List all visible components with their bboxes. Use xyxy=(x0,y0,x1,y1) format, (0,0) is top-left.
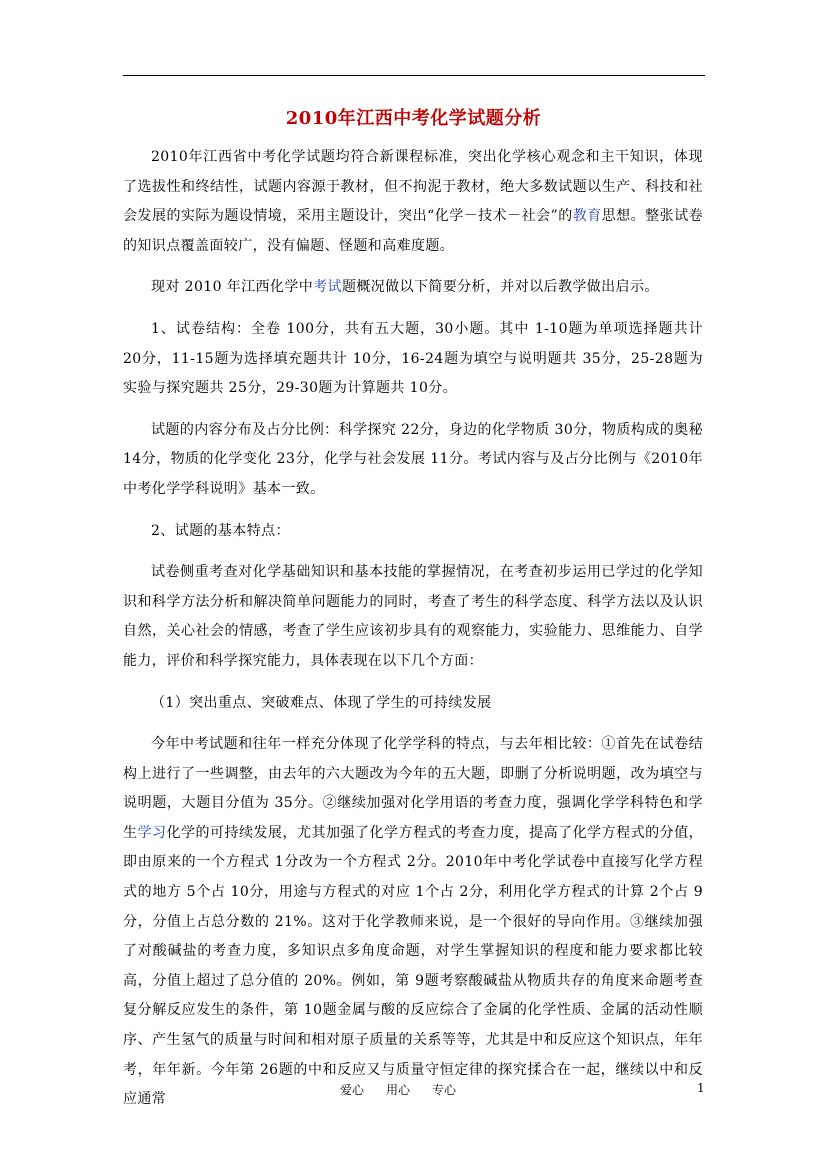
paragraph-distribution xyxy=(123,416,703,505)
paragraph-text: 试卷侧重考查对化学基础知识和基本技能的掌握情况，在考查初步运用已学过的化学知识和科学方法分析和解决简单问题能力的同时，考查了考生的科学态度、科学方法以及认识自然，关心社会的情感，考查了学生应该初步具有的观察能力，实验能力、思维能力、自学能力，评价和科学探究能力，具体表现在以下几个方面： xyxy=(123,564,703,669)
paragraph-text: 现对 2010 年江西化学中 xyxy=(151,279,314,296)
header-rule xyxy=(123,75,705,76)
paragraph-features-heading xyxy=(123,517,703,547)
motto-word: 用心 xyxy=(386,1083,411,1097)
motto-word: 专心 xyxy=(432,1083,457,1097)
inline-link[interactable]: 考试 xyxy=(313,279,342,296)
inline-link[interactable]: 学习 xyxy=(137,824,167,841)
paragraph-point1-heading xyxy=(123,689,703,719)
paragraph-text: 化学的可持续发展，尤其加强了化学方程式的考查力度，提高了化学方程式的分值，即由原来的一个方程式 1分改为一个方程式 2分。2010年中考化学试卷中直接写化学方程式的地方 5个占 10分，用途与方程式的对应 1个占 2分，利用化学方程式的计算 2个占 9分，分值上占总分数的 21%。这对于化学教师来说，是一个很好的导向作用。③继续加强了对酸碱盐的考查力度，多知识点多角度命题，对学生掌握知识的程度和能力要求都比较高，分值上超过了总分值的 20%。例如，第 9题考察酸碱盐从物质共存的角度来命题考查复分解反应发生的条件，第 10题金属与酸的反应综合了金属的化学性质、金属的活动性顺序、产生氢气的质量与时间和相对原子质量的关系等等，尤其是中和反应这个知识点，年年考，年年新。今年第 26题的中和反应又与质量守恒定律的探究揉合在一起，继续以中和反应通常 xyxy=(123,824,703,1108)
paragraph-features xyxy=(123,558,703,676)
paragraph-text: 今年中考试题和往年一样充分体现了化学学科的特点，与去年相比较：①首先在试卷结构上进行了一些调整，由去年的六大题改为今年的五大题，即删了分析说明题，改为填空与说明题，大题目分值为 35分。②继续加强对化学用语的考查力度，强调化学学科特色和学生 xyxy=(123,736,703,841)
paragraph-text: 2、试题的基本特点： xyxy=(151,522,290,539)
motto-word: 爱心 xyxy=(340,1083,365,1097)
document-title: 2010年江西中考化学试题分析 xyxy=(285,108,542,129)
paragraph-text: 2010年江西省中考化学试题均符合新课程标准，突出化学核心观念和主干知识，体现了选拔性和终结性，试题内容源于教材，但不拘泥于教材，绝大多数试题以生产、科技和社会发展的实际为题设情境，采用主题设计，突出“化学－技术－社会”的 xyxy=(123,149,703,225)
paragraph-text: 1、试卷结构：全卷 100分，共有五大题，30小题。其中 1-10题为单项选择题共计 20分，11-15题为选择填充题共计 10分，16-24题为填空与说明题共 35分，25-28题为实验与探究题共 25分，29-30题为计算题共 10分。 xyxy=(123,320,703,397)
paragraph-structure xyxy=(123,315,703,404)
paragraph-intro xyxy=(123,143,703,261)
paragraph-text: （1）突出重点、突破难点、体现了学生的可持续发展 xyxy=(151,694,492,711)
page-number: 1 xyxy=(697,1081,705,1095)
paragraph-text: 题概况做以下简要分析，并对以后教学做出启示。 xyxy=(341,279,659,296)
inline-link[interactable]: 教育 xyxy=(572,208,602,225)
paragraph-overview xyxy=(123,273,703,303)
document-body xyxy=(123,143,703,1127)
paragraph-text: 思想。整张试卷的知识点覆盖面较广，没有偏题、怪题和高难度题。 xyxy=(123,208,703,254)
paragraph-text: 试题的内容分布及占分比例：科学探究 22分，身边的化学物质 30分，物质构成的奥秘 14分，物质的化学变化 23分，化学与社会发展 11分。考试内容与及占分比例与《2010年中考化学学科说明》基本一致。 xyxy=(123,421,703,497)
footer-motto xyxy=(340,1081,478,1098)
page-footer xyxy=(0,1081,827,1101)
paragraph-point1 xyxy=(123,730,703,1115)
